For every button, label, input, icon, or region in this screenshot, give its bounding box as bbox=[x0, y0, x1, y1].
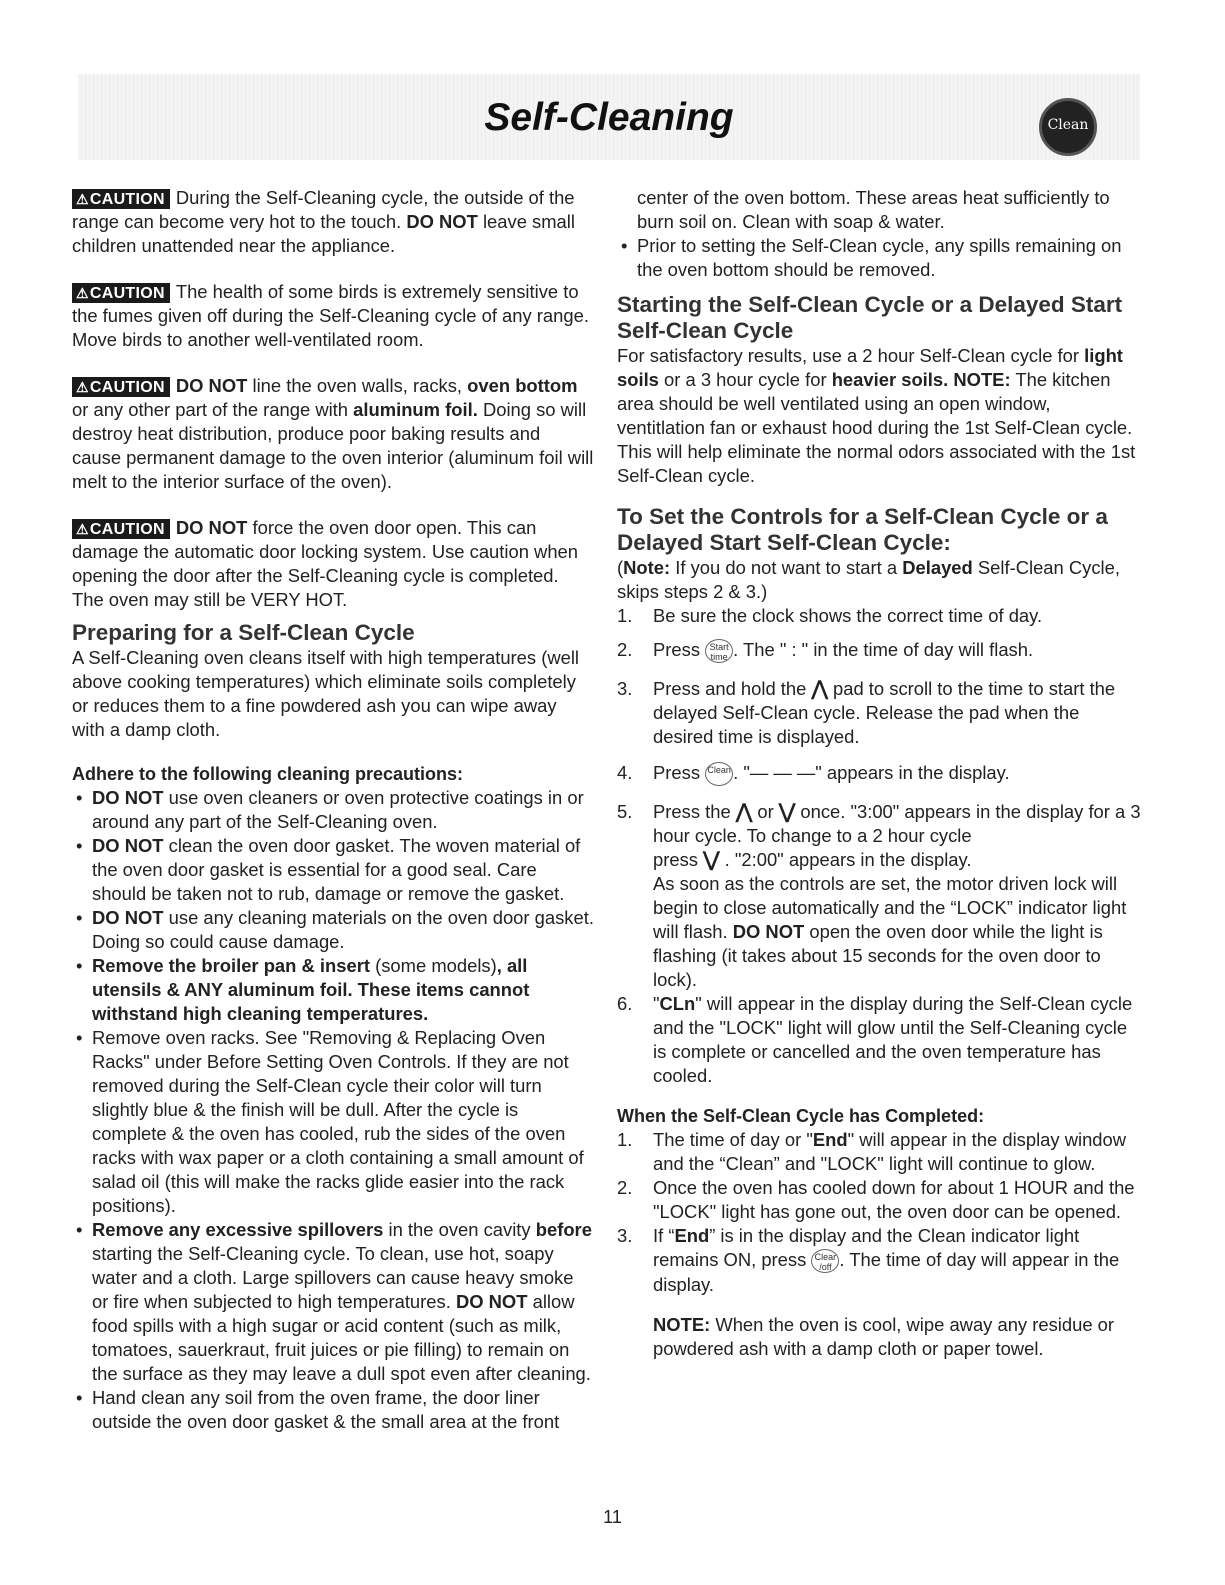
section-heading: Preparing for a Self-Clean Cycle bbox=[72, 620, 415, 645]
warning-triangle-icon: ⚠ bbox=[76, 285, 89, 301]
down-arrow-icon: ⋁ bbox=[778, 801, 796, 824]
header-banner bbox=[78, 74, 1140, 160]
list-item: • DO NOT clean the oven door gasket. The woven material of the oven door gasket is essential for a good seal. Care should be taken not to rub, damage or remove the gasket. bbox=[72, 834, 594, 906]
list-item: • Remove the broiler pan & insert (some models), all utensils & ANY aluminum foil. These items cannot withstand high cleaning temperatures. bbox=[72, 954, 594, 1026]
caution-badge: ⚠CAUTION bbox=[72, 377, 170, 397]
clean-badge-label: Clean bbox=[1047, 117, 1089, 133]
right-column bbox=[617, 186, 1141, 1361]
page-title: Self-Cleaning bbox=[484, 96, 734, 139]
caution-paragraph: ⚠CAUTION The health of some birds is extremely sensitive to the fumes given off during the Self-Cleaning cycle of any range. Move birds to another well-ventilated room. bbox=[72, 281, 589, 350]
list-item: • Remove any excessive spillovers in the oven cavity before starting the Self-Cleaning cycle. To clean, use hot, soapy water and a cloth. Large spillovers can cause heavy smoke or fire when subjected to high temperatures. DO NOT allow food spills with a high sugar or acid content (such as milk, tomatoes, sauerkraut, fruit juices or pie filling) to remain on the surface as they may leave a dull spot even after cleaning. bbox=[72, 1218, 594, 1386]
clear-off-pad-icon: Clear /off bbox=[811, 1249, 839, 1273]
clean-pad-icon bbox=[1039, 98, 1097, 156]
steps-list bbox=[617, 604, 1141, 1088]
caution-paragraph: ⚠CAUTION DO NOT force the oven door open. This can damage the automatic door locking system. Use caution when opening the door after the Self-Cleaning cycle is completed. The oven may still be VERY HOT. bbox=[72, 517, 579, 610]
left-column bbox=[72, 186, 594, 1434]
list-item: • DO NOT use oven cleaners or oven protective coatings in or around any part of the Self-Cleaning oven. bbox=[72, 786, 594, 834]
up-arrow-icon: ⋀ bbox=[735, 801, 753, 824]
caution-paragraph: ⚠CAUTION During the Self-Cleaning cycle, the outside of the range can become very hot to the touch. DO NOT leave small children unattended near the appliance. bbox=[72, 187, 575, 256]
step-item: 1. The time of day or "End" will appear in the display window and the “Clean” and "LOCK" light will continue to glow. bbox=[617, 1129, 1127, 1175]
body-paragraph: For satisfactory results, use a 2 hour Self-Clean cycle for light soils or a 3 hour cycle for heavier soils. NOTE: The kitchen area should be well ventilated using an open window, ventitlation fan or exhaust hood during the 1st Self-Clean cycle. This will help eliminate the normal odors associated with the 1st Self-Clean cycle. bbox=[617, 345, 1136, 486]
caution-badge: ⚠CAUTION bbox=[72, 189, 170, 209]
precautions-list bbox=[72, 786, 594, 1434]
list-item: • Hand clean any soil from the oven frame, the door liner outside the oven door gasket & the small area at the front bbox=[72, 1386, 594, 1434]
step-item: 4. Press Clean . "— — —" appears in the display. bbox=[617, 761, 1141, 786]
list-item: • DO NOT use any cleaning materials on the oven door gasket. Doing so could cause damage. bbox=[72, 906, 594, 954]
step-item: 1. Be sure the clock shows the correct time of day. bbox=[617, 605, 1043, 626]
subsection-heading: When the Self-Clean Cycle has Completed: bbox=[617, 1106, 985, 1127]
section-heading: Starting the Self-Clean Cycle or a Delayed Start Self-Clean Cycle bbox=[617, 292, 1123, 343]
list-item: • Prior to setting the Self-Clean cycle, any spills remaining on the oven bottom should be removed. bbox=[617, 234, 1141, 282]
step-item: 5. Press the ⋀ or ⋁ once. "3:00" appears in the display for a 3 hour cycle. To change to a 2 hour cycle press ⋁ . "2:00" appears in the display. As soon as the controls are set, the motor driven lock will begin to close automatically and the “LOCK” indicator light will flash. DO NOT open the oven door while the light is flashing (it takes about 15 seconds for the oven door to lock). bbox=[617, 801, 1141, 991]
subsection-heading: Adhere to the following cleaning precautions: bbox=[72, 764, 464, 784]
warning-triangle-icon: ⚠ bbox=[76, 521, 89, 537]
down-arrow-icon: ⋁ bbox=[703, 849, 720, 872]
step-item: 2. Once the oven has cooled down for about 1 HOUR and the "LOCK" light has gone out, the oven door can be opened. bbox=[617, 1177, 1135, 1223]
precautions-list-cont bbox=[617, 234, 1141, 282]
caution-paragraph: ⚠CAUTION DO NOT line the oven walls, racks, oven bottom or any other part of the range with aluminum foil. Doing so will destroy heat distribution, produce poor baking results and cause permanent damage to the oven interior (aluminum foil will melt to the interior surface of the oven). bbox=[72, 375, 594, 492]
section-heading: To Set the Controls for a Self-Clean Cycle or a Delayed Start Self-Clean Cycle: bbox=[617, 504, 1108, 555]
warning-triangle-icon: ⚠ bbox=[76, 191, 89, 207]
step-item: 2. Press Start time . The " : " in the time of day will flash. bbox=[617, 639, 1034, 663]
step-item: 3. If “End” is in the display and the Clean indicator light remains ON, press Clear /off . The time of day will appear in the display. bbox=[617, 1225, 1120, 1296]
start-time-pad-icon: Start time bbox=[705, 639, 733, 663]
caution-badge: ⚠CAUTION bbox=[72, 519, 170, 539]
body-paragraph: A Self-Cleaning oven cleans itself with high temperatures (well above cooking temperatures) which eliminate soils completely or reduces them to a fine powdered ash you can wipe away with a damp cloth. bbox=[72, 647, 580, 740]
caution-badge: ⚠CAUTION bbox=[72, 283, 170, 303]
up-arrow-icon: ⋀ bbox=[811, 678, 828, 701]
clean-pad-icon: Clean bbox=[705, 762, 733, 786]
step-item: 6. "CLn" will appear in the display during the Self-Clean cycle and the "LOCK" light will glow until the Self-Cleaning cycle is complete or cancelled and the oven temperature has cooled. bbox=[617, 993, 1133, 1087]
page-number: 11 bbox=[603, 1507, 622, 1527]
final-note: NOTE: When the oven is cool, wipe away any residue or powdered ash with a damp cloth or paper towel. bbox=[653, 1314, 1115, 1360]
list-item: • Remove oven racks. See "Removing & Replacing Oven Racks" under Before Setting Oven Controls. If they are not removed during the Self-Clean cycle their color will turn slightly blue & the finish will be dull. After the cycle is complete & the oven has cooled, rub the sides of the oven racks with wax paper or a cloth containing a small amount of salad oil (this will make the racks glide easier into the rack positions). bbox=[72, 1026, 594, 1218]
warning-triangle-icon: ⚠ bbox=[76, 379, 89, 395]
note-paragraph: (Note: If you do not want to start a Delayed Self-Clean Cycle, skips steps 2 & 3.) bbox=[617, 557, 1120, 602]
step-item: 3. Press and hold the ⋀ pad to scroll to the time to start the delayed Self-Clean cycle. Release the pad when the desired time is displayed. bbox=[617, 678, 1116, 748]
body-paragraph: center of the oven bottom. These areas heat sufficiently to burn soil on. Clean with soap & water. bbox=[637, 187, 1110, 232]
completed-steps-list bbox=[617, 1128, 1141, 1297]
